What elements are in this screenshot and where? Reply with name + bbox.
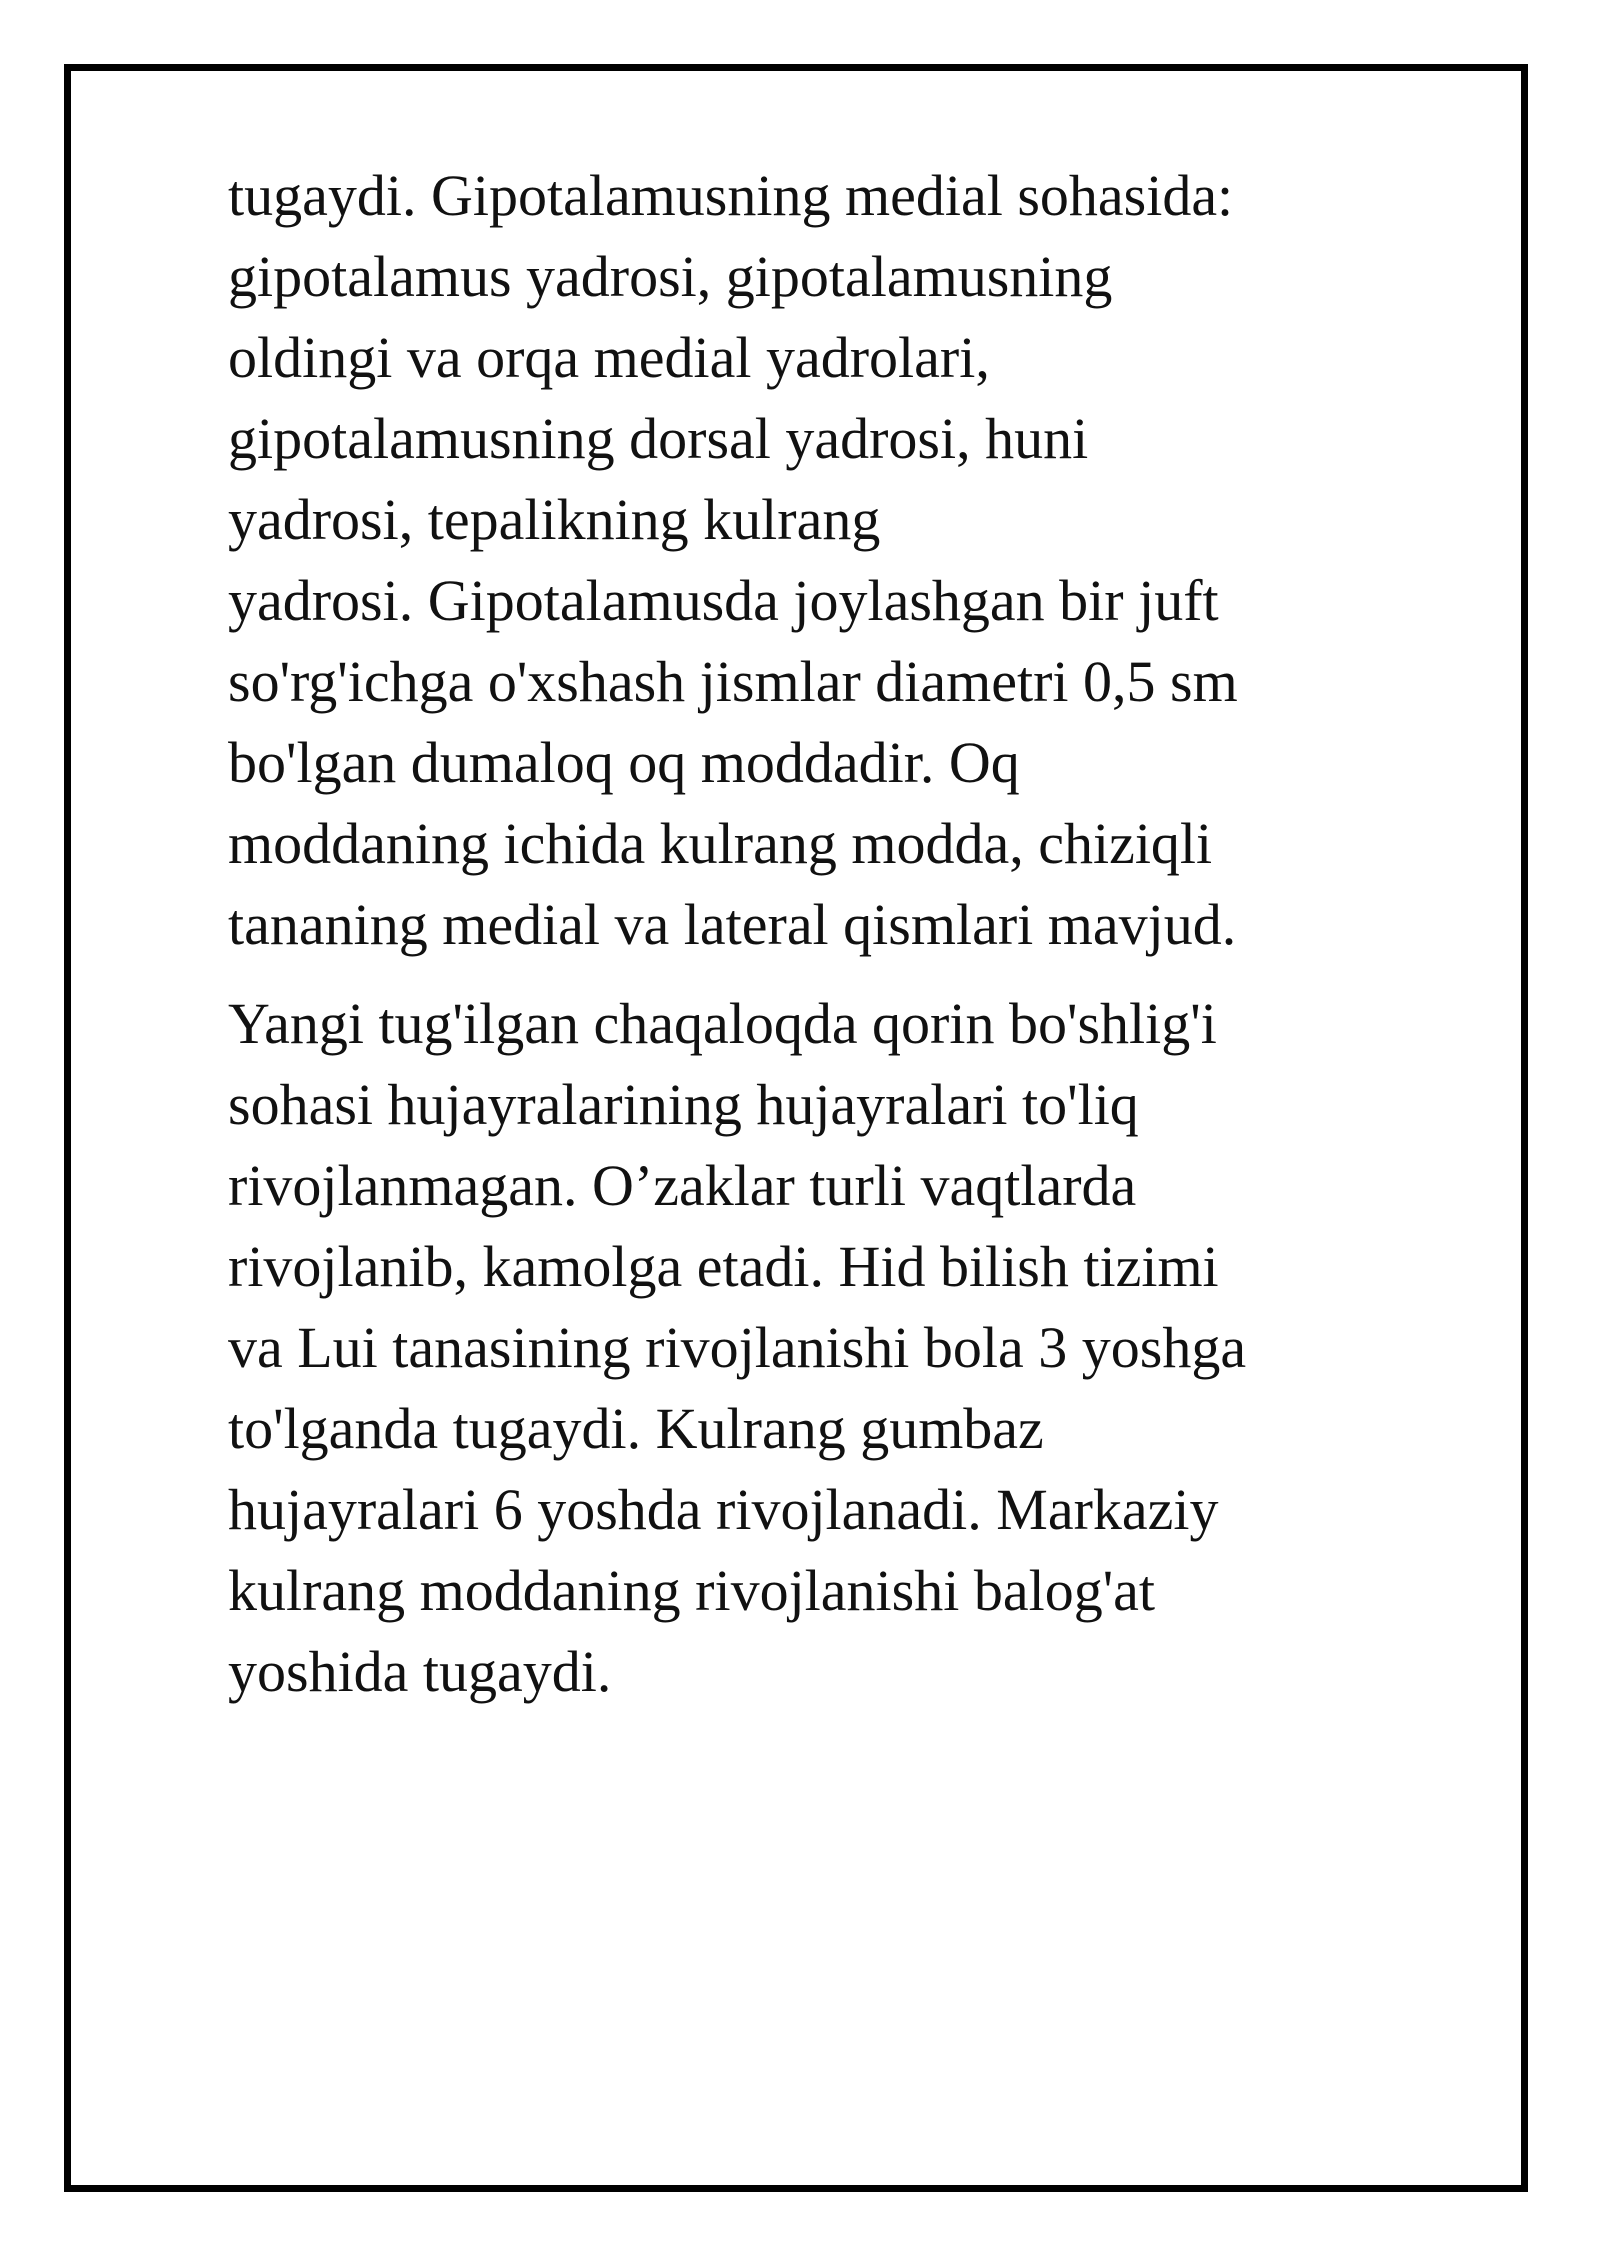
paragraph-spacer <box>228 965 1498 983</box>
text-line: tugaydi. Gipotalamusning medial sohasida: <box>228 163 1234 228</box>
text-line: rivojlanib, kamolga etadi. Hid bilish tizimi <box>228 1234 1219 1299</box>
text-line: yadrosi. Gipotalamusda joylashgan bir juft <box>228 568 1219 633</box>
text-line: kulrang moddaning rivojlanishi balog'at <box>228 1558 1156 1623</box>
text-line: bo'lgan dumaloq oq moddadir. Oq <box>228 730 1020 795</box>
text-line: to'lganda tugaydi. Kulrang gumbaz <box>228 1396 1044 1461</box>
text-line: va Lui tanasining rivojlanishi bola 3 yoshga <box>228 1315 1247 1380</box>
text-line: Yangi tug'ilgan chaqaloqda qorin bo'shlig'i <box>228 991 1217 1056</box>
text-line: tananing medial va lateral qismlari mavjud. <box>228 892 1237 957</box>
document-body <box>228 155 1498 1712</box>
text-line: yadrosi, tepalikning kulrang <box>228 487 881 552</box>
text-line: so'rg'ichga o'xshash jismlar diametri 0,5 sm <box>228 649 1238 714</box>
text-line: moddaning ichida kulrang modda, chiziqli <box>228 811 1213 876</box>
paragraph-2 <box>228 983 1498 1712</box>
text-line: rivojlanmagan. O’zaklar turli vaqtlarda <box>228 1153 1137 1218</box>
text-line: gipotalamus yadrosi, gipotalamusning <box>228 244 1113 309</box>
text-line: gipotalamusning dorsal yadrosi, huni <box>228 406 1089 471</box>
text-line: hujayralari 6 yoshda rivojlanadi. Markaziy <box>228 1477 1219 1542</box>
text-line: sohasi hujayralarining hujayralari to'liq <box>228 1072 1139 1137</box>
text-line: oldingi va orqa medial yadrolari, <box>228 325 990 390</box>
text-line: yoshida tugaydi. <box>228 1639 612 1704</box>
paragraph-1 <box>228 155 1498 965</box>
